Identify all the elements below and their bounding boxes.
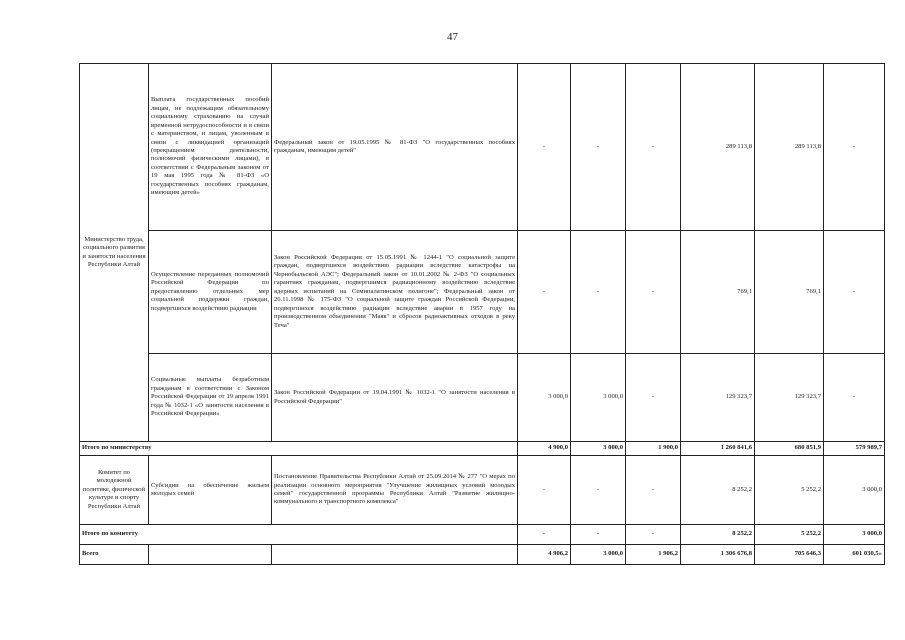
table-row [80,231,885,354]
description-cell: Выплата государственных пособий лицам, не подлежащим обязательному социальному страхованию на случай временной нетрудоспособности и в связи с материнством, и лицам, уволенным в связи с ликвидацией организаций (прекращением деятельности, полномочий физическими лицами), в соответствии с Федеральным законом от 19 мая 1995 года № 81-ФЗ «О государственных пособиях гражданам, имеющим детей» [149,64,272,231]
total-row [80,525,885,545]
value-cell: 8 252,2 [681,456,755,525]
value-cell: - [824,64,885,231]
organization-cell: Комитет по молодежной политике, физической культуре и спорту Республики Алтай [80,456,149,525]
page-number: 47 [447,31,458,43]
law-cell: Закон Российской Федерации от 19.04.1991 № 1032-1 "О занятости населения в Российской Федерации" [272,354,518,442]
total-label: Итого по министерству [80,442,518,456]
total-value: 4 900,0 [518,442,571,456]
value-cell: - [571,64,626,231]
grand-total-value: 601 030,5» [824,545,885,565]
value-cell: 289 113,8 [755,64,824,231]
total-value: 579 989,7 [824,442,885,456]
law-cell: Федеральный закон от 19.05.1995 № 81-ФЗ "О государственных пособиях гражданам, имеющим детей" [272,64,518,231]
organization-cell: Министерство труда, социального развития и занятости населения Республики Алтай [80,64,149,442]
value-cell: - [824,231,885,354]
total-value: 680 851,9 [755,442,824,456]
total-label: Итого по комитету [80,525,518,545]
value-cell: - [518,231,571,354]
grand-total-value: 1 906,2 [626,545,681,565]
value-cell: 3 000,0 [571,354,626,442]
grand-total-row [80,545,885,565]
description-cell: Субсидии на обеспечение жильем молодых семей [149,456,272,525]
grand-total-value: 4 906,2 [518,545,571,565]
table-row [80,456,885,525]
table-row [80,64,885,231]
total-value: 3 000,0 [571,442,626,456]
total-value: - [571,525,626,545]
value-cell: 129 323,7 [755,354,824,442]
description-cell: Осуществление переданных полномочий Российской Федерации по предоставлению отдельных мер социальной поддержки граждан, подвергшихся воздействию радиации [149,231,272,354]
value-cell: - [518,456,571,525]
table-row [80,354,885,442]
value-cell: - [626,354,681,442]
description-cell: Социальные выплаты безработным гражданам в соответствии с Законом Российской Федерации от 19 апреля 1991 года № 1032-1 «О занятости населения в Российской Федерации» [149,354,272,442]
value-cell: - [824,354,885,442]
budget-table [79,63,885,565]
value-cell: - [626,456,681,525]
value-cell: 769,1 [681,231,755,354]
empty-cell [272,545,518,565]
value-cell: 289 113,8 [681,64,755,231]
grand-total-value: 1 306 676,8 [681,545,755,565]
value-cell: - [571,231,626,354]
value-cell: - [571,456,626,525]
value-cell: 3 000,0 [518,354,571,442]
empty-cell [149,545,272,565]
total-value: 1 900,0 [626,442,681,456]
grand-total-value: 3 000,0 [571,545,626,565]
total-value: - [518,525,571,545]
total-value: 8 252,2 [681,525,755,545]
value-cell: 5 252,2 [755,456,824,525]
grand-total-label: Всего [80,545,149,565]
total-value: - [626,525,681,545]
law-cell: Постановление Правительства Республики Алтай от 25.09.2014 № 277 "О мерах по реализации основного мероприятия "Улучшение жилищных условий молодых семей" государственной программы Республики Алтай "Развитие жилищно-коммунального и транспортного комплекса" [272,456,518,525]
value-cell: - [626,231,681,354]
value-cell: 3 000,0 [824,456,885,525]
law-cell: Закон Российской Федерации от 15.05.1991 № 1244-1 "О социальной защите граждан, подвергшихся воздействию радиации вследствие катастрофы на Чернобыльской АЭС"; Федеральный закон от 10.01.2002 № 2-ФЗ "О социальных гарантиях гражданам, подвергшимся радиационному воздействию вследствие ядерных испытаний на Семипалатинском полигоне"; Федеральный закон от 26.11.1998 № 175-ФЗ "О социальной защите граждан Российской Федерации, подвергшихся воздействию радиации вследствие аварии в 1957 году на производственном объединении "Маяк" и сбросов радиоактивных отходов в реку Теча" [272,231,518,354]
value-cell: - [626,64,681,231]
value-cell: 769,1 [755,231,824,354]
value-cell: - [518,64,571,231]
total-value: 1 260 841,6 [681,442,755,456]
total-value: 5 252,2 [755,525,824,545]
total-row [80,442,885,456]
total-value: 3 000,0 [824,525,885,545]
grand-total-value: 705 646,3 [755,545,824,565]
value-cell: 129 323,7 [681,354,755,442]
